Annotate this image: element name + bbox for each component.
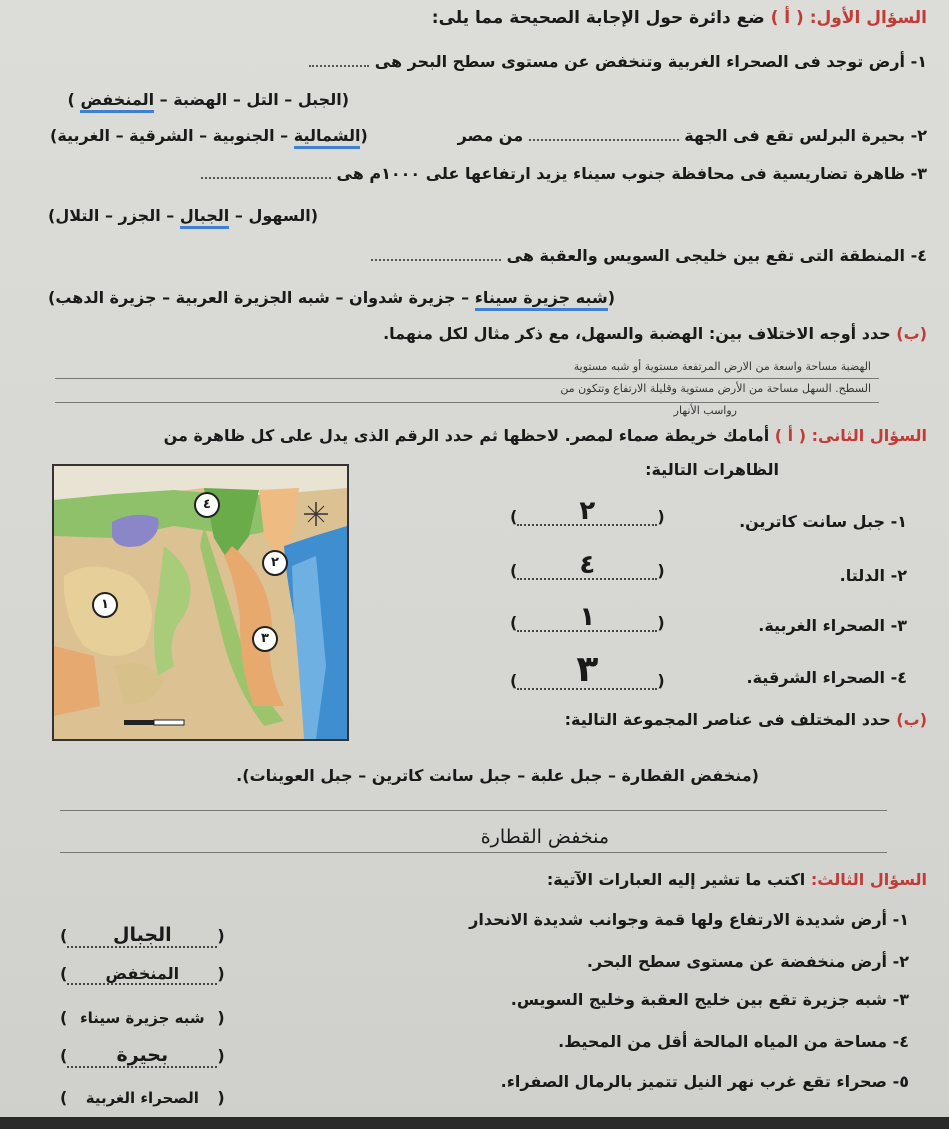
- q3-item-1-num: ١-: [892, 910, 909, 929]
- q1-part-b-text: حدد أوجه الاختلاف بين: الهضبة والسهل، مع ذكر مثال لكل منهما.: [383, 324, 891, 343]
- q1-item-4-options-after: – جزيرة شدوان – شبه الجزيرة العربية – جزيرة الدهب): [48, 288, 470, 307]
- q1-item-2: [458, 126, 927, 145]
- q3-item-5-answer-box: (الصحراء الغربية): [60, 1088, 225, 1107]
- q2-item-3-num: ٣-: [890, 616, 907, 635]
- q2-item-3-text: الصحراء الغربية.: [758, 616, 886, 635]
- q1-item-4-text: المنطقة التى تقع بين خليجى السويس والعقبة هى: [506, 246, 906, 265]
- q1-item-2-blank: [529, 127, 679, 141]
- q2-item-1-text: جبل سانت كاترين.: [739, 512, 886, 531]
- q1-part-b: [383, 324, 927, 343]
- q1-part-b-answer-1: الهضبة مساحة واسعة من الارض المرتفعة مستوية أو شبه مستوية: [573, 360, 871, 373]
- q3-item-3-text: شبه جزيرة تقع بين خليج العقبة وخليج السويس.: [510, 990, 888, 1009]
- q2-item-2-text: الدلتا.: [839, 566, 886, 585]
- q2-item-3-answer-box: ( ١ ): [510, 602, 665, 632]
- q1-instruction: ضع دائرة حول الإجابة الصحيحة مما يلى:: [431, 8, 765, 28]
- q3-item-3-answer: شبه جزيرة سيناء: [79, 1009, 205, 1027]
- q2-group-answer: منخفض القطارة: [480, 826, 609, 848]
- q1-item-1-options-after: ): [67, 90, 75, 109]
- map-label-2: ٢: [262, 550, 288, 576]
- q1-title: السؤال الأول:: [809, 8, 927, 28]
- q2-item-1-answer-box: ( ٢ ): [510, 496, 665, 526]
- q2-item-2-num: ٢-: [890, 566, 907, 585]
- q3-heading: [547, 870, 927, 889]
- q3-item-4-text: مساحة من المياه المالحة أقل من المحيط.: [558, 1032, 888, 1051]
- q1-item-2-options-after: – الجنوبية – الشرقية – الغربية): [50, 126, 289, 145]
- q1-item-4-num: ٤-: [910, 246, 927, 265]
- q3-item-5-text: صحراء تقع غرب نهر النيل تتميز بالرمال الصفراء.: [500, 1072, 888, 1091]
- q1-item-1: [309, 52, 927, 71]
- q1-item-4-options-before: (: [607, 288, 615, 307]
- q1-item-3-text: ظاهرة تضاريسية فى محافظة جنوب سيناء يزيد ارتفاعها على ١٠٠٠م هى: [336, 164, 906, 183]
- q2-item-4-text: الصحراء الشرقية.: [746, 668, 886, 687]
- q2-item-3: [758, 616, 907, 635]
- q1-item-3-options: [48, 206, 318, 225]
- q1-part-b-rule-1: [55, 378, 879, 379]
- q1-item-2-text: بحيرة البرلس تقع فى الجهة: [684, 126, 906, 145]
- q3-instruction: اكتب ما تشير إليه العبارات الآتية:: [546, 870, 806, 889]
- q3-item-2-answer-box: (المنخفض): [60, 964, 225, 983]
- q1-item-3-answer: الجبال: [180, 206, 229, 229]
- q3-item-5-num: ٥-: [892, 1072, 909, 1091]
- q2-item-4-answer-box: ( ٣ ): [510, 649, 665, 690]
- page-bottom-edge: [0, 1117, 949, 1129]
- q2-item-3-answer: ١: [517, 604, 657, 632]
- q2-item-1-num: ١-: [890, 512, 907, 531]
- q3-item-2-num: ٢-: [892, 952, 909, 971]
- q3-item-1: [469, 910, 909, 929]
- q1-item-4: [371, 246, 927, 265]
- q2-item-1-answer: ٢: [517, 498, 657, 526]
- q1-item-1-num: ١-: [910, 52, 927, 71]
- q2-item-4-answer: ٣: [517, 652, 657, 690]
- q3-item-4-answer: بحيرة: [67, 1044, 217, 1068]
- q3-item-3-answer-box: (شبه جزيرة سيناء): [60, 1008, 225, 1027]
- q2-item-4-num: ٤-: [890, 668, 907, 687]
- q1-item-3-blank: [201, 165, 331, 179]
- q1-item-2-options: [50, 126, 368, 145]
- q2-item-2-answer-box: ( ٤ ): [510, 550, 665, 580]
- q1-item-2-text2: من مصر: [457, 126, 524, 145]
- q2-part-b-rule-1: [60, 810, 887, 811]
- q2-instruction-1: أمامك خريطة صماء لمصر. لاحظها ثم حدد الرقم الذى يدل على كل ظاهرة من: [163, 426, 770, 445]
- q2-part-b: [565, 710, 927, 729]
- q3-item-2-answer: المنخفض: [67, 964, 217, 985]
- q1-part-b-answer-3: رواسب الأنهار: [673, 404, 737, 417]
- q3-item-2-text: أرض منخفضة عن مستوى سطح البحر.: [586, 952, 888, 971]
- q1-item-1-text: أرض توجد فى الصحراء الغربية وتنخفض عن مستوى سطح البحر هى: [374, 52, 906, 71]
- q3-item-3-num: ٣-: [892, 990, 909, 1009]
- q3-item-1-text: أرض شديدة الارتفاع ولها قمة وجوانب شديدة الانحدار: [469, 910, 888, 929]
- q1-part-b-rule-2: [55, 402, 879, 403]
- map-label-1: ١: [92, 592, 118, 618]
- q2-item-2-answer: ٤: [517, 552, 657, 580]
- q1-item-3-options-before: (السهول –: [234, 206, 319, 225]
- q1-part-a-label: ( أ ): [770, 8, 804, 28]
- q3-item-1-answer-box: (الجبال): [60, 924, 225, 946]
- q1-item-3-num: ٣-: [910, 164, 927, 183]
- q2-item-2: [840, 566, 907, 585]
- q1-item-1-blank: [309, 53, 369, 67]
- q2-part-a-label: ( أ ): [774, 426, 807, 445]
- egypt-blank-map: [52, 464, 349, 741]
- q3-item-5-answer: الصحراء الغربية: [85, 1089, 199, 1107]
- q1-item-4-answer: شبه جزيرة سيناء: [475, 288, 608, 311]
- map-label-4: ٤: [194, 492, 220, 518]
- q3-item-3: [511, 990, 909, 1009]
- q2-item-4: [747, 668, 907, 687]
- q1-item-3-options-after: – الجزر – التلال): [48, 206, 175, 225]
- q1-item-3: [201, 164, 927, 183]
- q3-item-1-answer: الجبال: [67, 924, 217, 948]
- q3-item-4-num: ٤-: [892, 1032, 909, 1051]
- q2-part-b-text: حدد المختلف فى عناصر المجموعة التالية:: [564, 710, 891, 729]
- q1-item-1-options: [68, 90, 349, 109]
- q1-part-b-label: (ب): [896, 324, 927, 343]
- q2-part-b-rule-2: [60, 852, 887, 853]
- q1-item-2-answer: الشمالية: [294, 126, 361, 149]
- q1-item-1-options-before: (الجبل – التل – الهضبة –: [159, 90, 349, 109]
- q1-item-4-blank: [371, 247, 501, 261]
- q3-item-5: [501, 1072, 909, 1091]
- q2-item-1: [739, 512, 907, 531]
- map-label-3: ٣: [252, 626, 278, 652]
- q3-item-4-answer-box: (بحيرة): [60, 1044, 225, 1066]
- q3-title: السؤال الثالث:: [810, 870, 927, 889]
- q2-instruction-2: الظاهرات التالية:: [645, 460, 779, 479]
- q2-part-b-label: (ب): [896, 710, 927, 729]
- q1-part-b-answer-2: السطح. السهل مساحة من الأرض مستوية وقليلة الارتفاع وتتكون من: [560, 382, 871, 395]
- q3-item-4: [558, 1032, 909, 1051]
- q2-title: السؤال الثانى:: [811, 426, 927, 445]
- q2-group: (منخفض القطارة – جبل علبة – جبل سانت كاترين – جبل العوينات).: [236, 766, 759, 785]
- q1-item-1-answer: المنخفض: [80, 90, 154, 113]
- q3-item-2: [587, 952, 909, 971]
- q1-item-2-options-before: (: [360, 126, 368, 145]
- q1-heading: [432, 8, 927, 28]
- q1-item-4-options: [48, 288, 615, 307]
- q1-item-2-num: ٢-: [910, 126, 927, 145]
- q2-heading: [164, 426, 927, 445]
